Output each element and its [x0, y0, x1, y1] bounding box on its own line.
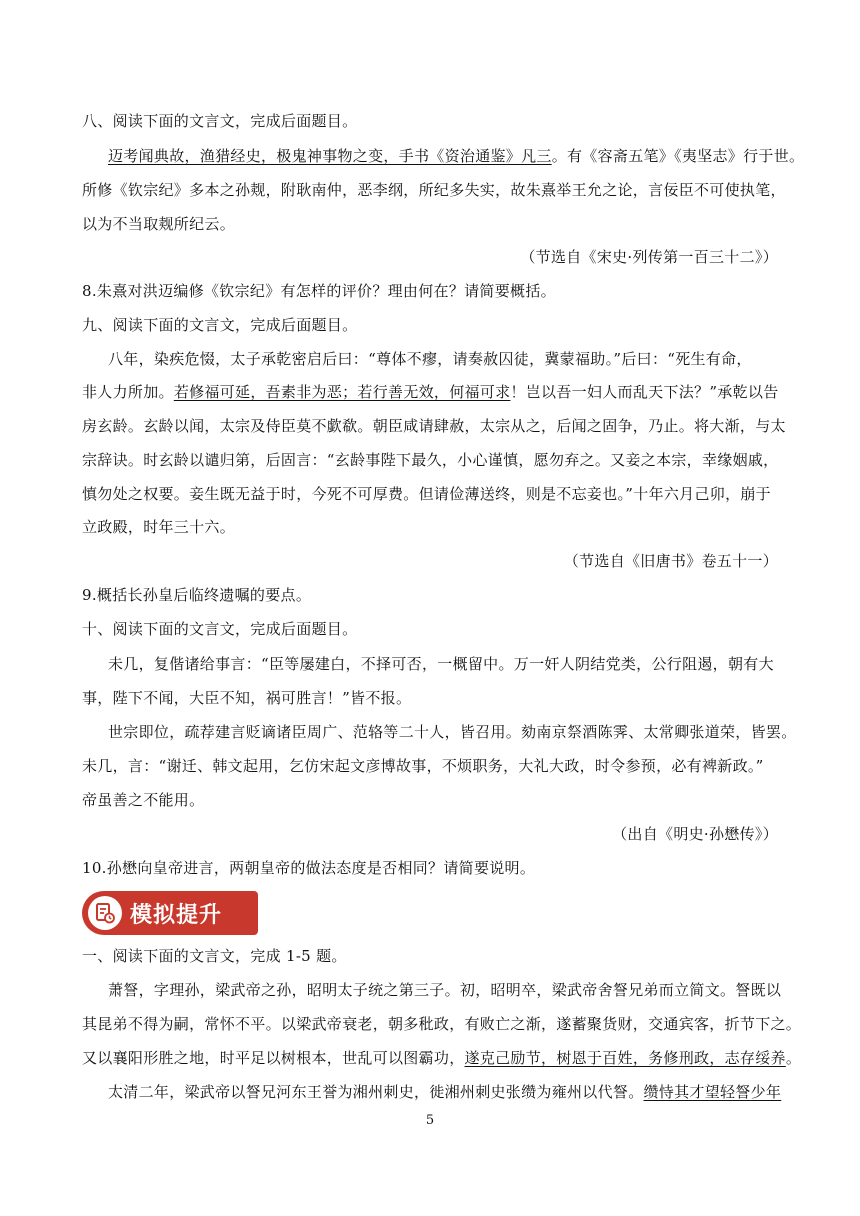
section-banner [82, 891, 258, 935]
passage-line: 以为不当取觌所纪云。 [82, 215, 236, 233]
passage-line: 慎勿处之权要。妾生既无益于时，今死不可厚费。但请俭薄送终，则是不忘妾也。”十年六月己卯，崩于 [82, 485, 771, 503]
passage-text: 非人力所加。 [82, 383, 174, 401]
section-heading: 一、阅读下面的文言文，完成 1-5 题。 [82, 947, 347, 965]
passage-line [82, 1047, 802, 1069]
question-text: 9.概括长孙皇后临终遗嘱的要点。 [82, 586, 312, 604]
underlined-sentence: 迈考闻典故，渔猎经史，极鬼神事物之变，手书《资治通鉴》凡三 [108, 147, 552, 165]
passage-line: 事，陛下不闻，大臣不知，祸可胜言！”皆不报。 [82, 689, 412, 707]
source-citation: （节选自《旧唐书》卷五十一） [563, 552, 778, 570]
question-text: 10.孙懋向皇帝进言，两朝皇帝的做法态度是否相同？请简要说明。 [82, 859, 536, 877]
passage-line: 其昆弟不得为嗣，常怀不平。以梁武帝衰老，朝多秕政，有败亡之渐，遂蓄聚货财，交通宾客，折节下之。 [82, 1015, 802, 1033]
passage-line: 帝虽善之不能用。 [82, 791, 205, 809]
passage-line: 房玄龄。玄龄以闻，太宗及侍臣莫不歔欷。朝臣咸请肆赦，太宗从之，后闻之固争，乃止。将大渐，与太 [82, 417, 786, 435]
source-citation: （节选自《宋史·列传第一百三十二》） [520, 248, 778, 266]
passage-line [108, 1081, 784, 1103]
passage-text: 太清二年，梁武帝以詧兄河东王誉为湘州刺史，徙湘州刺史张缵为雍州以代詧。 [108, 1083, 644, 1101]
passage-line [82, 381, 782, 403]
passage-line: 世宗即位，疏荐建言贬谪诸臣周广、范辂等二十人，皆召用。劾南京祭酒陈霁、太常卿张道荣，皆罢。 [108, 723, 797, 741]
passage-line: 八年，染疾危惙，太子承乾密启后曰：“尊体不瘳，请奏赦囚徒，冀蒙福助。”后曰：“死生有命， [108, 350, 752, 368]
passage-line: 宗辞诀。时玄龄以谴归第，后固言：“玄龄事陛下最久，小心谨慎，愿勿弃之。又妾之本宗，幸缘姻戚， [82, 451, 779, 469]
passage-line: 所修《钦宗纪》多本之孙觌，附耿南仲，恶李纲，所纪多失实，故朱熹举王允之论，言佞臣不可使执笔， [82, 181, 786, 199]
underlined-sentence: 若修福可延，吾素非为恶；若行善无效，何福可求 [173, 383, 511, 401]
passage-line [108, 145, 805, 167]
section-heading: 十、阅读下面的文言文，完成后面题目。 [82, 620, 358, 638]
passage-line: 未几，言：“谢迁、韩文起用，乞仿宋起文彦博故事，不烦职务，大礼大政，时令参预，必有裨新政。” [82, 757, 764, 775]
passage-text: 。有《容斋五笔》《夷坚志》行于世。 [551, 147, 805, 165]
passage-line: 未几，复偕诸给事言：“臣等屡建白，不择可否，一概留中。万一奸人阴结党类，公行阻遏，朝有大 [108, 655, 774, 673]
underlined-sentence: 遂克己励节，树恩于百姓，务修刑政，志存绥养 [464, 1049, 786, 1067]
passage-line: 立政殿，时年三十六。 [82, 518, 236, 536]
source-citation: （出自《明史·孙懋传》） [612, 825, 778, 843]
passage-text: ！岂以吾一妇人而乱天下法？”承乾以告 [510, 383, 779, 401]
banner-title: 模拟提升 [130, 902, 223, 928]
document-clock-icon [88, 896, 122, 930]
passage-text: 。 [785, 1049, 802, 1067]
section-heading: 九、阅读下面的文言文，完成后面题目。 [82, 316, 358, 334]
section-heading: 八、阅读下面的文言文，完成后面题目。 [82, 112, 358, 130]
passage-line: 萧詧，字理孙，梁武帝之孙，昭明太子统之第三子。初，昭明卒，梁武帝舍詧兄弟而立简文。詧既以 [108, 981, 782, 999]
question-text: 8.朱熹对洪迈编修《钦宗纪》有怎样的评价？理由何在？请简要概括。 [82, 282, 556, 300]
underlined-sentence: 缵恃其才望轻詧少年 [643, 1083, 782, 1101]
page-number: 5 [425, 1113, 435, 1128]
passage-text: 又以襄阳形胜之地，时平足以树根本，世乱可以图霸功， [82, 1049, 465, 1067]
